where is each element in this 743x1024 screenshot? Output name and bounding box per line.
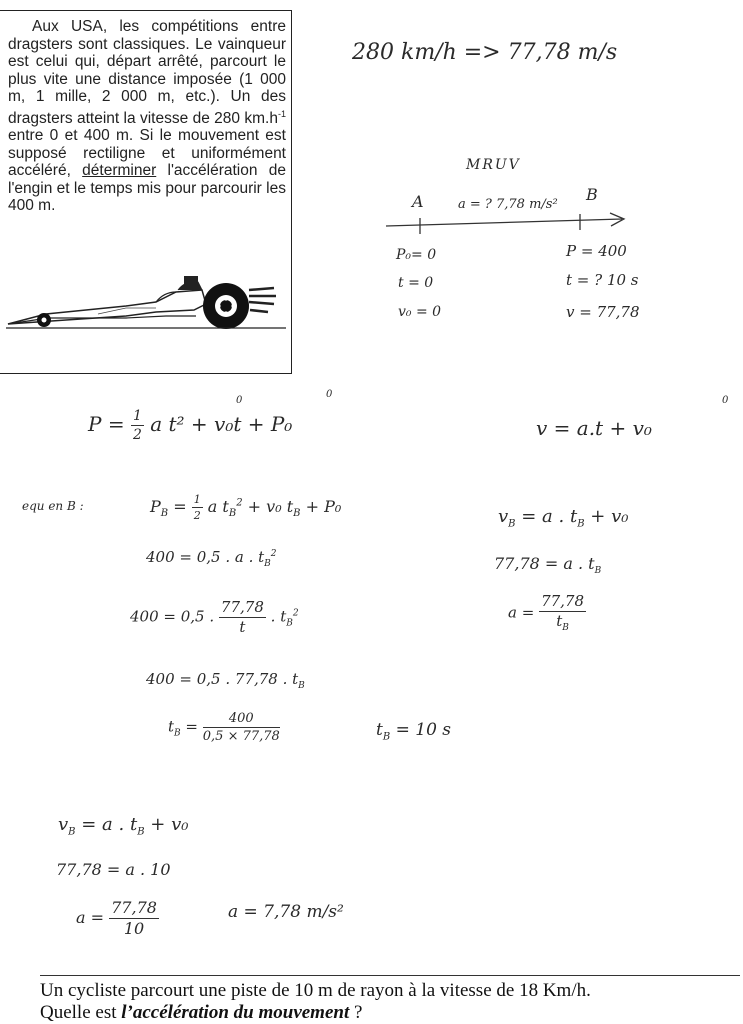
problem-text-underlined: déterminer	[82, 162, 157, 180]
point-b-position: P = 400	[566, 242, 627, 260]
problem-text-part1: Aux USA, les compétitions entre dragsters sont classiques. Le vainqueur est celui qui, départ arrêté, parcourt le plus vite une distance imposée (1 000 m, 1 mille, 2 000 m, etc.). Un des dragsters atteint la vitesse de 280 km.h	[8, 18, 286, 127]
problem-text-part2: entre 0 et 400 m. Si le mouvement est supposé rectiligne et uniformément accéléré,	[8, 127, 286, 180]
footer-divider	[40, 975, 740, 976]
equation-at-b-label: equ en B :	[22, 499, 84, 513]
velocity-equation: v = a.t + v₀	[536, 416, 652, 440]
trajectory-axis	[384, 210, 634, 236]
point-a-label: A	[412, 192, 424, 211]
point-b-velocity: v = 77,78	[566, 303, 640, 321]
step-4-equation: $t_B$ = $\frac{400}{0,5 \times 77,78}$	[168, 711, 280, 744]
mruv-label: MRUV	[466, 157, 521, 173]
position-at-b: $P_B$ = $\frac{1}{2}$ a $t_B^2 + v_0$ $t_B + P_0$	[150, 493, 342, 522]
acceleration-formula: a = $\frac{77,78}{t_B}$	[508, 592, 585, 633]
final-acceleration-fraction: a = $\frac{77,78}{10}$	[76, 898, 157, 938]
point-b-time: t = ? 10 s	[566, 271, 639, 289]
dragster-illustration	[6, 268, 286, 338]
point-b-label: B	[586, 185, 598, 204]
point-a-position: P₀= 0	[396, 247, 437, 263]
exercise-emphasis: l’accélération du mouvement	[121, 1002, 350, 1023]
point-a-velocity: v₀ = 0	[398, 304, 442, 320]
acceleration-label: a = ? 7,78 m/s²	[458, 197, 558, 212]
position-equation: P = $\frac{1}{2}$ a t² + v₀t + P₀	[88, 408, 293, 443]
step-2-equation: 400 = 0,5 . $\frac{77,78}{t}$ . $t_B^2$	[130, 598, 299, 636]
exercise-line-1: Un cycliste parcourt une piste de 10 m de rayon à la vitesse de 18 Km/h.	[40, 980, 591, 1001]
final-acceleration-result: a = 7,78 m/s²	[228, 902, 344, 922]
problem-statement	[8, 18, 286, 215]
step-1-equation: 400 = 0,5 . a . $t_B^2$	[146, 548, 277, 569]
problem-text-part3: l'accélération de l'engin et le temps mis pour parcourir les 400 m.	[8, 162, 286, 215]
velocity-at-b-substituted: 77,78 = a . $t_B$	[494, 554, 602, 577]
exercise-line-2: Quelle est l’accélération du mouvement ?	[40, 1002, 363, 1023]
point-a-time: t = 0	[398, 275, 434, 291]
v0-zero-mark: 0	[236, 395, 243, 406]
final-substitution: 77,78 = a . 10	[56, 860, 171, 879]
velocity-v0-zero-mark: 0	[722, 395, 729, 406]
time-result: $t_B = 10$ s	[376, 720, 452, 743]
final-velocity-equation: $v_B = a$ . $t_B + v_0$	[58, 814, 189, 838]
velocity-at-b: $v_B = a$ . $t_B + v_0$	[498, 506, 629, 530]
step-3-equation: 400 = 0,5 . 77,78 . $t_B$	[146, 670, 305, 691]
problem-text-exponent: -1	[277, 108, 286, 119]
speed-conversion: 280 km/h => 77,78 m/s	[352, 40, 618, 65]
p0-zero-mark: 0	[326, 389, 333, 400]
